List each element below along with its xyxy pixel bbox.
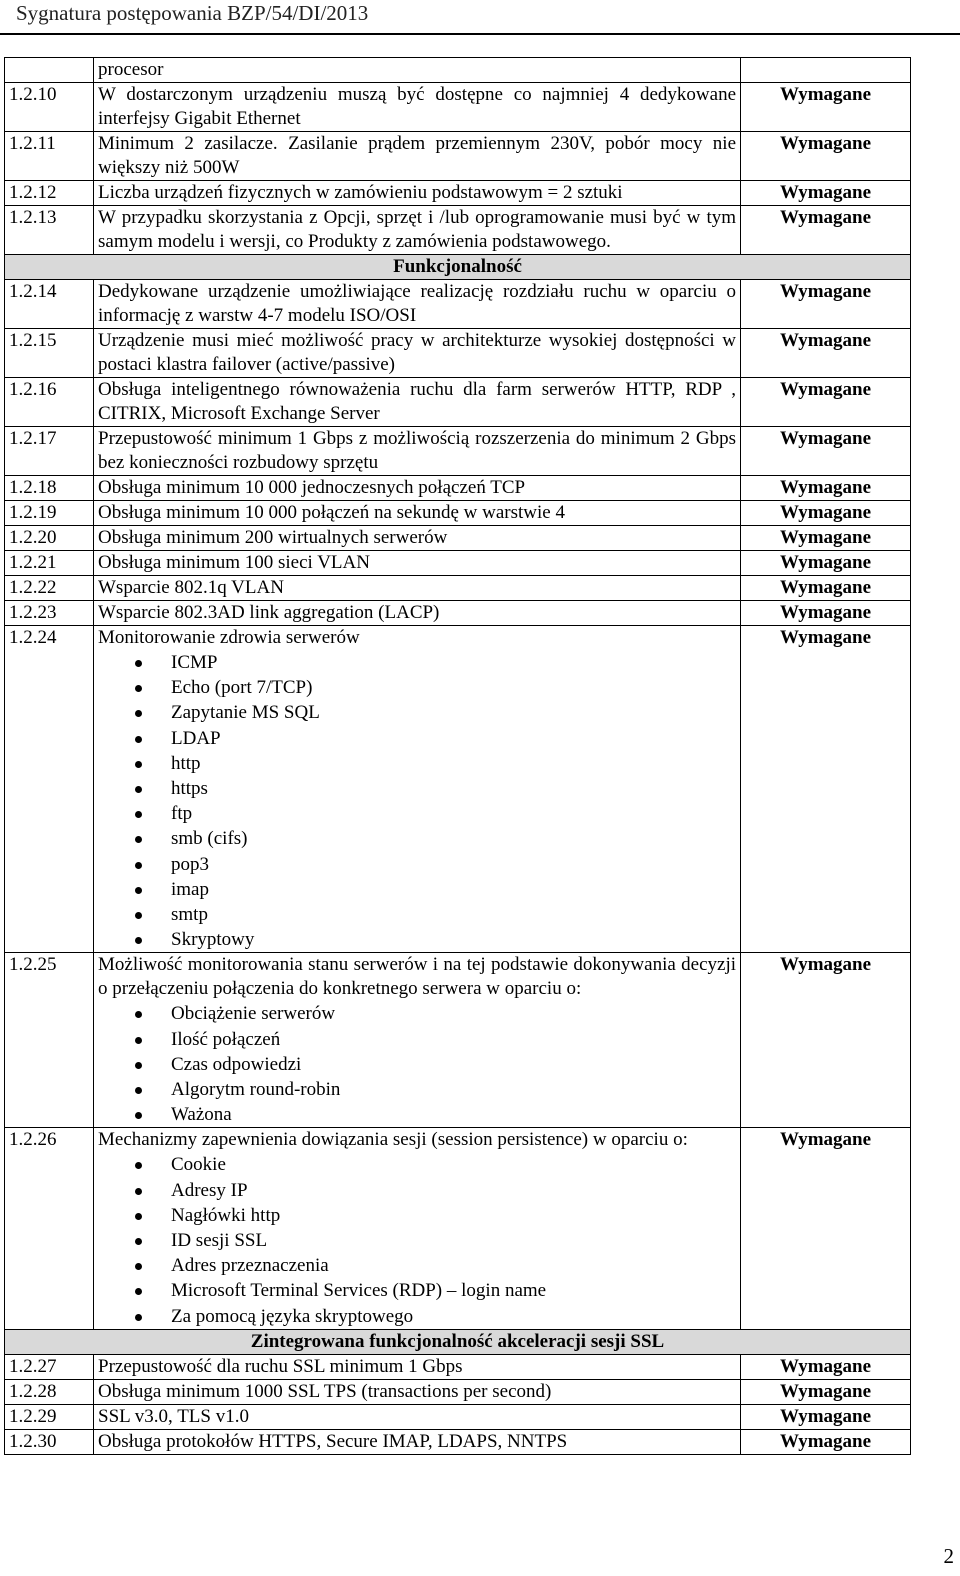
item-description: Wsparcie 802.3AD link aggregation (LACP) — [94, 601, 741, 626]
bullet-list — [98, 1001, 736, 1127]
item-requirement — [741, 58, 911, 83]
item-requirement: Wymagane — [741, 1429, 911, 1454]
item-description: SSL v3.0, TLS v1.0 — [94, 1404, 741, 1429]
bullet-item: smb (cifs) — [171, 826, 736, 851]
table-row — [5, 1354, 911, 1379]
item-description: Obsługa inteligentnego równoważenia ruchu dla farm serwerów HTTP, RDP , CITRIX, Microsoft Exchange Server — [94, 378, 741, 427]
bullet-item: LDAP — [171, 726, 736, 751]
item-number: 1.2.17 — [5, 427, 94, 476]
item-description: Obsługa minimum 200 wirtualnych serwerów — [94, 526, 741, 551]
item-description-text: Mechanizmy zapewnienia dowiązania sesji (session persistence) w oparciu o: — [98, 1129, 688, 1151]
table-row — [5, 526, 911, 551]
item-number: 1.2.28 — [5, 1379, 94, 1404]
item-number: 1.2.24 — [5, 626, 94, 953]
item-requirement: Wymagane — [741, 206, 911, 255]
item-requirement: Wymagane — [741, 1354, 911, 1379]
table-row — [5, 58, 911, 83]
item-requirement: Wymagane — [741, 576, 911, 601]
section-heading: Funkcjonalność — [5, 255, 911, 280]
item-description: procesor — [94, 58, 741, 83]
section-row — [5, 1329, 911, 1354]
bullet-item: Adres przeznaczenia — [171, 1253, 736, 1278]
table-row — [5, 953, 911, 1128]
item-description — [94, 1128, 741, 1329]
table-row — [5, 378, 911, 427]
table-row — [5, 576, 911, 601]
item-number: 1.2.18 — [5, 476, 94, 501]
item-requirement: Wymagane — [741, 476, 911, 501]
item-description: W dostarczonym urządzeniu muszą być dostępne co najmniej 4 dedykowane interfejsy Gigabit Ethernet — [94, 83, 741, 132]
item-number: 1.2.16 — [5, 378, 94, 427]
item-number: 1.2.23 — [5, 601, 94, 626]
section-heading: Zintegrowana funkcjonalność akceleracji sesji SSL — [5, 1329, 911, 1354]
item-requirement: Wymagane — [741, 501, 911, 526]
item-requirement: Wymagane — [741, 551, 911, 576]
item-requirement: Wymagane — [741, 626, 911, 953]
item-number: 1.2.11 — [5, 132, 94, 181]
item-requirement: Wymagane — [741, 181, 911, 206]
bullet-item: http — [171, 751, 736, 776]
item-description: Dedykowane urządzenie umożliwiające realizację rozdziału ruchu w oparciu o informację z warstw 4-7 modelu ISO/OSI — [94, 280, 741, 329]
bullet-item: Echo (port 7/TCP) — [171, 675, 736, 700]
item-number: 1.2.19 — [5, 501, 94, 526]
table-row — [5, 476, 911, 501]
item-number: 1.2.22 — [5, 576, 94, 601]
item-number: 1.2.14 — [5, 280, 94, 329]
item-description-text: Możliwość monitorowania stanu serwerów i na tej podstawie dokonywania decyzji o przełączeniu połączenia do konkretnego serwera w oparciu o: — [98, 954, 736, 1000]
item-description: Wsparcie 802.1q VLAN — [94, 576, 741, 601]
item-description: Obsługa protokołów HTTPS, Secure IMAP, LDAPS, NNTPS — [94, 1429, 741, 1454]
table-row — [5, 1404, 911, 1429]
item-requirement: Wymagane — [741, 601, 911, 626]
item-description — [94, 626, 741, 953]
table-row — [5, 501, 911, 526]
item-requirement: Wymagane — [741, 953, 911, 1128]
table-row — [5, 1379, 911, 1404]
item-requirement: Wymagane — [741, 427, 911, 476]
table-row — [5, 83, 911, 132]
item-number: 1.2.21 — [5, 551, 94, 576]
table-row — [5, 280, 911, 329]
bullet-list — [98, 650, 736, 952]
table-row — [5, 427, 911, 476]
bullet-item: Algorytm round-robin — [171, 1077, 736, 1102]
bullet-item: ICMP — [171, 650, 736, 675]
item-number: 1.2.15 — [5, 329, 94, 378]
section-row — [5, 255, 911, 280]
item-description: W przypadku skorzystania z Opcji, sprzęt i /lub oprogramowanie musi być w tym samym modelu i wersji, co Produkty z zamówienia podstawowego. — [94, 206, 741, 255]
item-description: Urządzenie musi mieć możliwość pracy w architekturze wysokiej dostępności w postaci klastra failover (active/passive) — [94, 329, 741, 378]
table-row — [5, 551, 911, 576]
bullet-item: Skryptowy — [171, 927, 736, 952]
item-number: 1.2.27 — [5, 1354, 94, 1379]
table-row — [5, 329, 911, 378]
item-requirement: Wymagane — [741, 378, 911, 427]
item-number: 1.2.20 — [5, 526, 94, 551]
bullet-item: https — [171, 776, 736, 801]
item-requirement: Wymagane — [741, 329, 911, 378]
bullet-item: Adresy IP — [171, 1178, 736, 1203]
bullet-item: Cookie — [171, 1152, 736, 1177]
page-number: 2 — [943, 1544, 954, 1568]
bullet-list — [98, 1152, 736, 1328]
table-row — [5, 626, 911, 953]
item-requirement: Wymagane — [741, 1404, 911, 1429]
item-number: 1.2.13 — [5, 206, 94, 255]
bullet-item: imap — [171, 877, 736, 902]
item-description: Przepustowość minimum 1 Gbps z możliwością rozszerzenia do minimum 2 Gbps bez konieczności rozbudowy sprzętu — [94, 427, 741, 476]
requirements-table — [4, 57, 911, 1455]
bullet-item: Czas odpowiedzi — [171, 1052, 736, 1077]
bullet-item: ftp — [171, 801, 736, 826]
document-header: Sygnatura postępowania BZP/54/DI/2013 — [16, 1, 369, 25]
item-requirement: Wymagane — [741, 83, 911, 132]
bullet-item: Nagłówki http — [171, 1203, 736, 1228]
table-row — [5, 1128, 911, 1329]
item-requirement: Wymagane — [741, 280, 911, 329]
bullet-item: Microsoft Terminal Services (RDP) – login name — [171, 1278, 736, 1303]
bullet-item: smtp — [171, 902, 736, 927]
bullet-item: pop3 — [171, 852, 736, 877]
item-number: 1.2.12 — [5, 181, 94, 206]
bullet-item: Zapytanie MS SQL — [171, 700, 736, 725]
item-number: 1.2.10 — [5, 83, 94, 132]
item-number: 1.2.25 — [5, 953, 94, 1128]
item-number: 1.2.26 — [5, 1128, 94, 1329]
table-row — [5, 1429, 911, 1454]
table-row — [5, 601, 911, 626]
item-requirement: Wymagane — [741, 1128, 911, 1329]
item-description: Obsługa minimum 100 sieci VLAN — [94, 551, 741, 576]
bullet-item: ID sesji SSL — [171, 1228, 736, 1253]
bullet-item: Za pomocą języka skryptowego — [171, 1304, 736, 1329]
item-description: Obsługa minimum 10 000 połączeń na sekundę w warstwie 4 — [94, 501, 741, 526]
item-description: Liczba urządzeń fizycznych w zamówieniu podstawowym = 2 sztuki — [94, 181, 741, 206]
item-requirement: Wymagane — [741, 526, 911, 551]
table-row — [5, 181, 911, 206]
bullet-item: Obciążenie serwerów — [171, 1001, 736, 1026]
bullet-item: Ilość połączeń — [171, 1027, 736, 1052]
item-description: Obsługa minimum 10 000 jednoczesnych połączeń TCP — [94, 476, 741, 501]
item-description: Obsługa minimum 1000 SSL TPS (transactions per second) — [94, 1379, 741, 1404]
item-description: Przepustowość dla ruchu SSL minimum 1 Gbps — [94, 1354, 741, 1379]
item-requirement: Wymagane — [741, 132, 911, 181]
header-rule — [0, 33, 960, 35]
bullet-item: Ważona — [171, 1102, 736, 1127]
item-number: 1.2.30 — [5, 1429, 94, 1454]
table-row — [5, 132, 911, 181]
item-description: Minimum 2 zasilacze. Zasilanie prądem przemiennym 230V, pobór mocy nie większy niż 500W — [94, 132, 741, 181]
item-requirement: Wymagane — [741, 1379, 911, 1404]
item-number: 1.2.29 — [5, 1404, 94, 1429]
item-number — [5, 58, 94, 83]
table-row — [5, 206, 911, 255]
item-description — [94, 953, 741, 1128]
item-description-text: Monitorowanie zdrowia serwerów — [98, 627, 360, 648]
